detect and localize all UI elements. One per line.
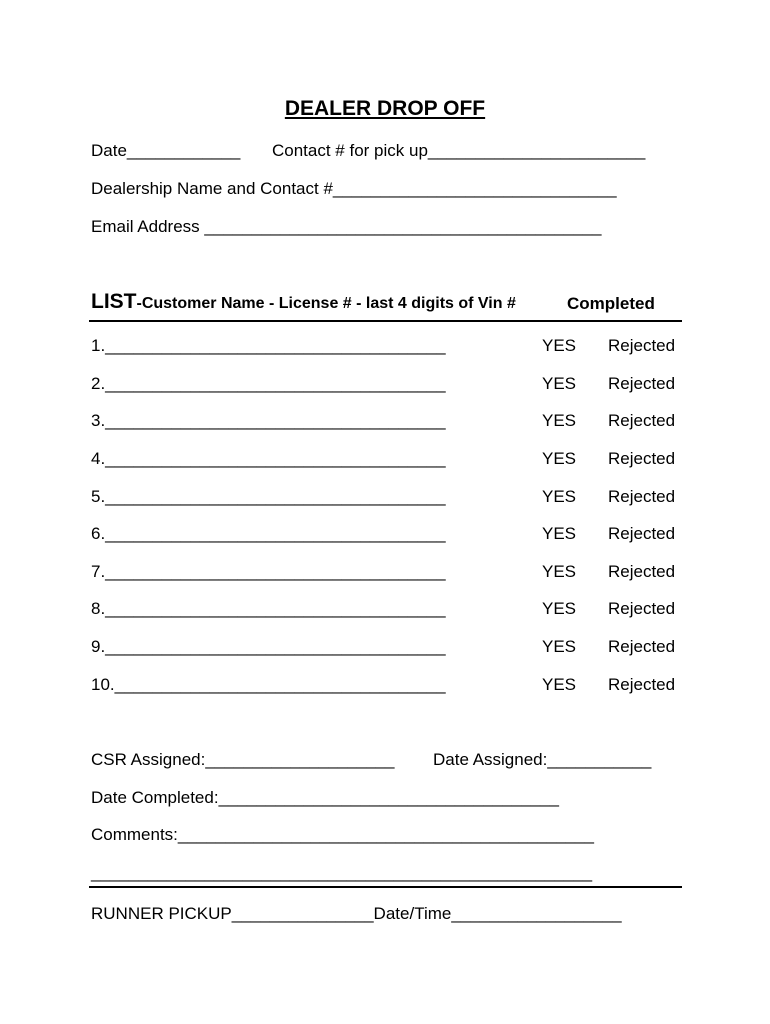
list-row — [91, 487, 691, 509]
rejected-option[interactable]: Rejected — [608, 449, 676, 468]
list-row — [91, 524, 691, 546]
comments-field[interactable]: Comments:____________________________________________ — [91, 825, 594, 844]
rejected-option[interactable]: Rejected — [608, 374, 676, 393]
runner-pickup-field[interactable]: RUNNER PICKUP_______________Date/Time__________________ — [91, 904, 622, 923]
yes-option[interactable]: YES — [542, 675, 577, 694]
rejected-option[interactable]: Rejected — [608, 411, 676, 430]
rejected-option[interactable]: Rejected — [608, 675, 676, 694]
yes-option[interactable]: YES — [542, 449, 577, 468]
list-row — [91, 675, 691, 697]
rejected-option[interactable]: Rejected — [608, 524, 676, 543]
date-assigned-field[interactable]: Date Assigned:___________ — [433, 750, 652, 769]
list-row-entry[interactable]: 6.____________________________________ — [91, 524, 446, 543]
yes-option[interactable]: YES — [542, 374, 577, 393]
csr-assigned-field[interactable]: CSR Assigned:____________________ — [91, 750, 395, 769]
email-address-field[interactable]: Email Address __________________________________________ — [91, 217, 602, 236]
footer-divider — [89, 886, 682, 888]
rejected-option[interactable]: Rejected — [608, 637, 676, 656]
rejected-option[interactable]: Rejected — [608, 336, 676, 355]
list-row — [91, 449, 691, 471]
yes-option[interactable]: YES — [542, 562, 577, 581]
list-row — [91, 336, 691, 358]
dealership-name-contact-field[interactable]: Dealership Name and Contact #______________________________ — [91, 179, 617, 198]
yes-option[interactable]: YES — [542, 524, 577, 543]
list-row-entry[interactable]: 4.____________________________________ — [91, 449, 446, 468]
list-header — [91, 290, 681, 316]
list-row-entry[interactable]: 5.____________________________________ — [91, 487, 446, 506]
rejected-option[interactable]: Rejected — [608, 562, 676, 581]
list-header-description: -Customer Name - License # - last 4 digits of Vin # — [136, 295, 516, 312]
list-row — [91, 637, 691, 659]
list-row-entry[interactable]: 7.____________________________________ — [91, 562, 446, 581]
comments-continuation-line[interactable]: _____________________________________________________ — [91, 863, 593, 882]
yes-option[interactable]: YES — [542, 599, 577, 618]
completed-column-header: Completed — [567, 294, 655, 313]
list-row — [91, 599, 691, 621]
yes-option[interactable]: YES — [542, 336, 577, 355]
rejected-option[interactable]: Rejected — [608, 599, 676, 618]
list-row-entry[interactable]: 1.____________________________________ — [91, 336, 446, 355]
list-row-entry[interactable]: 2.____________________________________ — [91, 374, 446, 393]
list-row-entry[interactable]: 10.___________________________________ — [91, 675, 446, 694]
form-title: DEALER DROP OFF — [284, 97, 486, 120]
yes-option[interactable]: YES — [542, 411, 577, 430]
yes-option[interactable]: YES — [542, 637, 577, 656]
contact-pickup-field[interactable]: Contact # for pick up_______________________ — [272, 141, 646, 160]
list-row-entry[interactable]: 9.____________________________________ — [91, 637, 446, 656]
list-row — [91, 411, 691, 433]
list-row-entry[interactable]: 8.____________________________________ — [91, 599, 446, 618]
list-header-divider — [89, 320, 682, 322]
date-field[interactable]: Date____________ — [91, 141, 241, 160]
date-completed-field[interactable]: Date Completed:____________________________________ — [91, 788, 559, 807]
yes-option[interactable]: YES — [542, 487, 577, 506]
list-header-title: LIST — [91, 290, 137, 313]
list-row — [91, 374, 691, 396]
rejected-option[interactable]: Rejected — [608, 487, 676, 506]
list-row-entry[interactable]: 3.____________________________________ — [91, 411, 446, 430]
list-row — [91, 562, 691, 584]
